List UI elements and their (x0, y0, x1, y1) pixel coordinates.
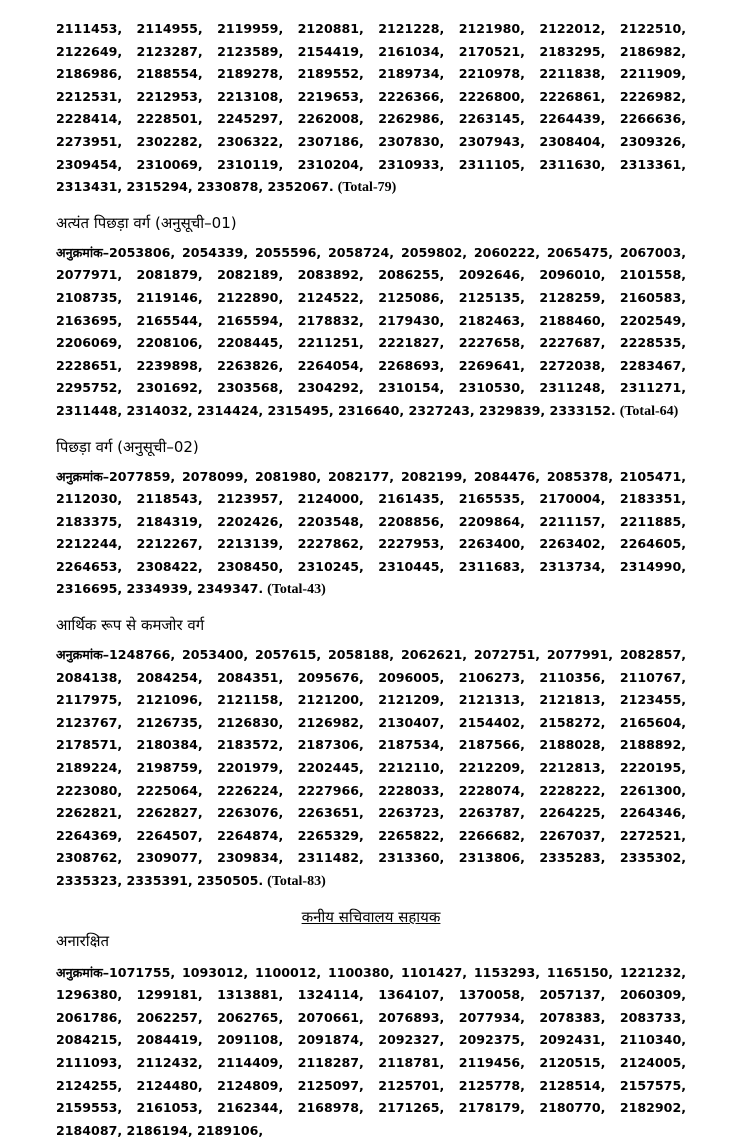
roll-number-list-unreserved (56, 962, 686, 1142)
section-title: कनीय सचिवालय सहायक (301, 907, 441, 926)
roll-number-list-ebc (56, 242, 686, 424)
category-heading-ews: आर्थिक रूप से कमजोर वर्ग (56, 616, 205, 635)
total-count: (Total-43) (267, 582, 326, 598)
roll-number-list-ews (56, 644, 686, 894)
total-count: (Total-79) (337, 180, 397, 196)
category-heading-ebc: अत्यंत पिछड़ा वर्ग (अनुसूची–01) (56, 213, 237, 232)
total-count: (Total-83) (267, 874, 326, 889)
roll-number-list-bc (56, 466, 686, 603)
roll-number-list-continued (56, 18, 686, 200)
roll-numbers: 2053806, 2054339, 2055596, 2058724, 2059802, 2060222, 2065475, 2067003, 2077971, 2081879, 2082189, 2083892, 2086255, 2092646, 2096010, 2101558, 2108735, 2119146, 2122890, 2124522, 2125086, 2125135, 2128259, 2160583, 2163695, 2165544, 2165594, 2178832, 2179430, 2182463, 2188460, 2202549, 2206069, 2208106, 2208445, 2211251, 2221827, 2227658, 2227687, 2228535, 2228651, 2239898, 2263826, 2264054, 2268693, 2269641, 2272038, 2283467, 2295752, 2301692, 2303568, 2304292, 2310154, 2310530, 2311248, 2311271, 2311448, 2314032, 2314424, 2315495, 2316640, 2327243, 2329839, 2333152. (56, 244, 686, 418)
category-heading-unreserved: अनारक्षित (56, 931, 109, 950)
roll-label: अनुक्रमांक– (56, 244, 110, 260)
category-heading-bc: पिछड़ा वर्ग (अनुसूची–02) (56, 437, 199, 456)
document-page (56, 18, 686, 1142)
roll-numbers: 1071755, 1093012, 1100012, 1100380, 1101427, 1153293, 1165150, 1221232, 1296380, 1299181, 1313881, 1324114, 1364107, 1370058, 2057137, 2060309, 2061786, 2062257, 2062765, 2070661, 2076893, 2077934, 2078383, 2083733, 2084215, 2084419, 2091108, 2091874, 2092327, 2092375, 2092431, 2110340, 2111093, 2112432, 2114409, 2118287, 2118781, 2119456, 2120515, 2124005, 2124255, 2124480, 2124809, 2125097, 2125701, 2125778, 2128514, 2157575, 2159553, 2161053, 2162344, 2168978, 2171265, 2178179, 2180770, 2182902, 2184087, 2186194, 2189106, (56, 964, 686, 1138)
roll-label: अनुक्रमांक– (56, 468, 110, 484)
roll-label: अनुक्रमांक– (56, 647, 110, 663)
roll-numbers: 1248766, 2053400, 2057615, 2058188, 2062621, 2072751, 2077991, 2082857, 2084138, 2084254, 2084351, 2095676, 2096005, 2106273, 2110356, 2110767, 2117975, 2121096, 2121158, 2121200, 2121209, 2121313, 2121813, 2123455, 2123767, 2126735, 2126830, 2126982, 2130407, 2154402, 2158272, 2165604, 2178571, 2180384, 2183572, 2187306, 2187534, 2187566, 2188028, 2188892, 2189224, 2198759, 2201979, 2202445, 2212110, 2212209, 2212813, 2220195, 2223080, 2225064, 2226224, 2227966, 2228033, 2228074, 2228222, 2261300, 2262821, 2262827, 2263076, 2263651, 2263723, 2263787, 2264225, 2264346, 2264369, 2264507, 2264874, 2265329, 2265822, 2266682, 2267037, 2272521, 2308762, 2309077, 2309834, 2311482, 2313360, 2313806, 2335283, 2335302, 2335323, 2335391, 2350505. (56, 647, 686, 888)
roll-numbers: 2111453, 2114955, 2119959, 2120881, 2121228, 2121980, 2122012, 2122510, 2122649, 2123287, 2123589, 2154419, 2161034, 2170521, 2183295, 2186982, 2186986, 2188554, 2189278, 2189552, 2189734, 2210978, 2211838, 2211909, 2212531, 2212953, 2213108, 2219653, 2226366, 2226800, 2226861, 2226982, 2228414, 2228501, 2245297, 2262008, 2262986, 2263145, 2264439, 2266636, 2273951, 2302282, 2306322, 2307186, 2307830, 2307943, 2308404, 2309326, 2309454, 2310069, 2310119, 2310204, 2310933, 2311105, 2311630, 2313361, 2313431, 2315294, 2330878, 2352067. (56, 21, 686, 195)
roll-label: अनुक्रमांक– (56, 964, 110, 980)
total-count: (Total-64) (619, 403, 679, 419)
roll-numbers: 2077859, 2078099, 2081980, 2082177, 2082199, 2084476, 2085378, 2105471, 2112030, 2118543, 2123957, 2124000, 2161435, 2165535, 2170004, 2183351, 2183375, 2184319, 2202426, 2203548, 2208856, 2209864, 2211157, 2211885, 2212244, 2212267, 2213139, 2227862, 2227953, 2263400, 2263402, 2264605, 2264653, 2308422, 2308450, 2310245, 2310445, 2311683, 2313734, 2314990, 2316695, 2334939, 2349347. (56, 468, 686, 597)
